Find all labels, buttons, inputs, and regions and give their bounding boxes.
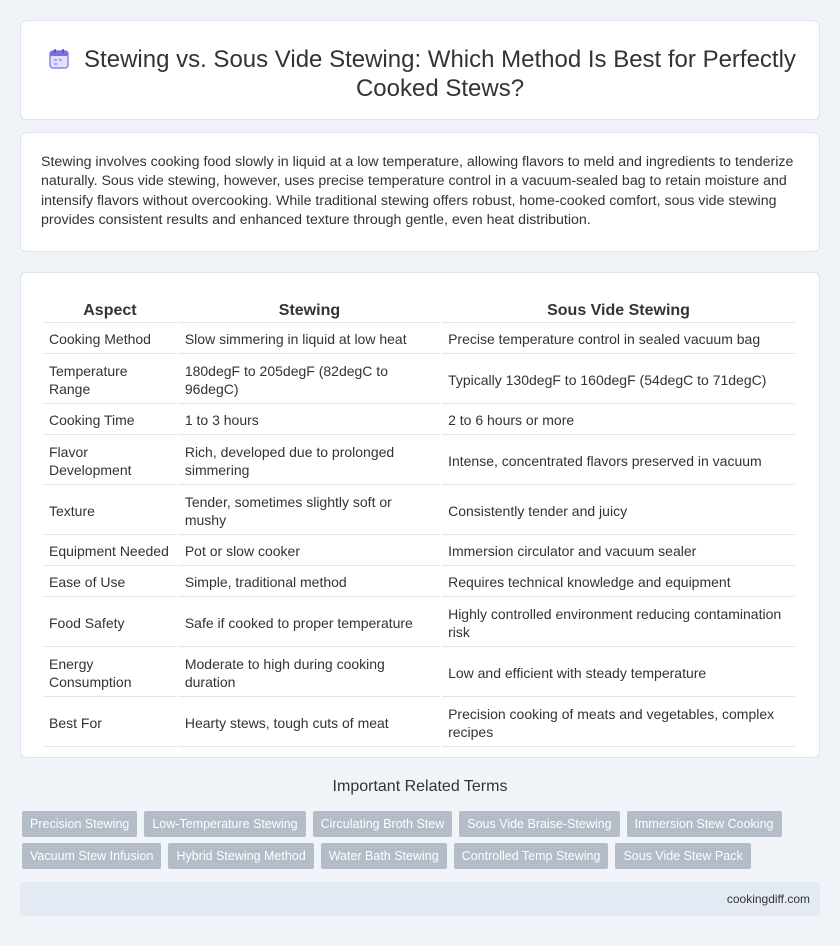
table-row xyxy=(43,599,795,647)
row-aspect: Texture xyxy=(43,487,177,535)
related-term-tag[interactable]: Circulating Broth Stew xyxy=(313,811,453,837)
row-stewing: Tender, sometimes slightly soft or mushy xyxy=(179,487,440,535)
row-aspect: Ease of Use xyxy=(43,568,177,597)
header-aspect: Aspect xyxy=(43,297,177,323)
related-term-tag[interactable]: Sous Vide Stew Pack xyxy=(615,843,750,869)
row-aspect: Best For xyxy=(43,699,177,747)
table-row xyxy=(43,325,795,354)
row-sous-vide: Intense, concentrated flavors preserved in vacuum xyxy=(442,437,795,485)
table-row xyxy=(43,406,795,435)
related-term-tag[interactable]: Water Bath Stewing xyxy=(321,843,447,869)
intro-card xyxy=(20,132,820,252)
related-terms-row xyxy=(22,843,822,869)
row-stewing: Rich, developed due to prolonged simmering xyxy=(179,437,440,485)
row-sous-vide: Precise temperature control in sealed vacuum bag xyxy=(442,325,795,354)
row-stewing: Moderate to high during cooking duration xyxy=(179,649,440,697)
row-aspect: Flavor Development xyxy=(43,437,177,485)
related-term-tag[interactable]: Precision Stewing xyxy=(22,811,137,837)
row-sous-vide: Immersion circulator and vacuum sealer xyxy=(442,537,795,566)
table-row xyxy=(43,537,795,566)
intro-text: Stewing involves cooking food slowly in liquid at a low temperature, allowing flavors to meld and ingredients to tenderize naturally. Sous vide stewing, however, uses precise temperature control in a vacuum-sealed bag to retain moisture and intensify flavors without overcooking. While traditional stewing offers robust, home-cooked comfort, sous vide stewing provides consistent results and enhanced texture through gentle, even heat distribution. xyxy=(41,154,794,229)
row-stewing: Simple, traditional method xyxy=(179,568,440,597)
related-term-tag[interactable]: Low-Temperature Stewing xyxy=(144,811,305,837)
row-stewing: Slow simmering in liquid at low heat xyxy=(179,325,440,354)
related-term-tag[interactable]: Sous Vide Braise-Stewing xyxy=(459,811,619,837)
table-row xyxy=(43,356,795,404)
row-aspect: Food Safety xyxy=(43,599,177,647)
row-aspect: Equipment Needed xyxy=(43,537,177,566)
row-aspect: Temperature Range xyxy=(43,356,177,404)
row-stewing: Safe if cooked to proper temperature xyxy=(179,599,440,647)
row-stewing: Pot or slow cooker xyxy=(179,537,440,566)
table-row xyxy=(43,649,795,697)
comparison-table-card xyxy=(20,272,820,758)
table-header-row xyxy=(43,297,795,323)
title-card xyxy=(20,20,820,120)
table-row xyxy=(43,699,795,747)
calendar-icon xyxy=(47,47,71,71)
header-stewing: Stewing xyxy=(179,297,440,323)
table-row xyxy=(43,487,795,535)
comparison-table xyxy=(41,295,797,749)
table-row xyxy=(43,437,795,485)
row-sous-vide: Consistently tender and juicy xyxy=(442,487,795,535)
related-term-tag[interactable]: Controlled Temp Stewing xyxy=(454,843,609,869)
row-sous-vide: Typically 130degF to 160degF (54degC to 71degC) xyxy=(442,356,795,404)
header-sous-vide: Sous Vide Stewing xyxy=(442,297,795,323)
row-stewing: 180degF to 205degF (82degC to 96degC) xyxy=(179,356,440,404)
related-term-tag[interactable]: Vacuum Stew Infusion xyxy=(22,843,161,869)
row-aspect: Cooking Method xyxy=(43,325,177,354)
row-sous-vide: Highly controlled environment reducing contamination risk xyxy=(442,599,795,647)
footer xyxy=(20,882,820,916)
related-term-tag[interactable]: Immersion Stew Cooking xyxy=(627,811,782,837)
row-stewing: 1 to 3 hours xyxy=(179,406,440,435)
table-row xyxy=(43,568,795,597)
related-terms-title: Important Related Terms xyxy=(332,778,508,795)
row-aspect: Energy Consumption xyxy=(43,649,177,697)
row-stewing: Hearty stews, tough cuts of meat xyxy=(179,699,440,747)
row-aspect: Cooking Time xyxy=(43,406,177,435)
row-sous-vide: 2 to 6 hours or more xyxy=(442,406,795,435)
footer-site-link[interactable]: cookingdiff.com xyxy=(726,892,810,906)
row-sous-vide: Low and efficient with steady temperature xyxy=(442,649,795,697)
row-sous-vide: Requires technical knowledge and equipment xyxy=(442,568,795,597)
page-title: Stewing vs. Sous Vide Stewing: Which Method Is Best for Perfectly Cooked Stews? xyxy=(84,46,796,102)
related-term-tag[interactable]: Hybrid Stewing Method xyxy=(168,843,313,869)
related-terms-row xyxy=(22,811,822,837)
row-sous-vide: Precision cooking of meats and vegetables, complex recipes xyxy=(442,699,795,747)
